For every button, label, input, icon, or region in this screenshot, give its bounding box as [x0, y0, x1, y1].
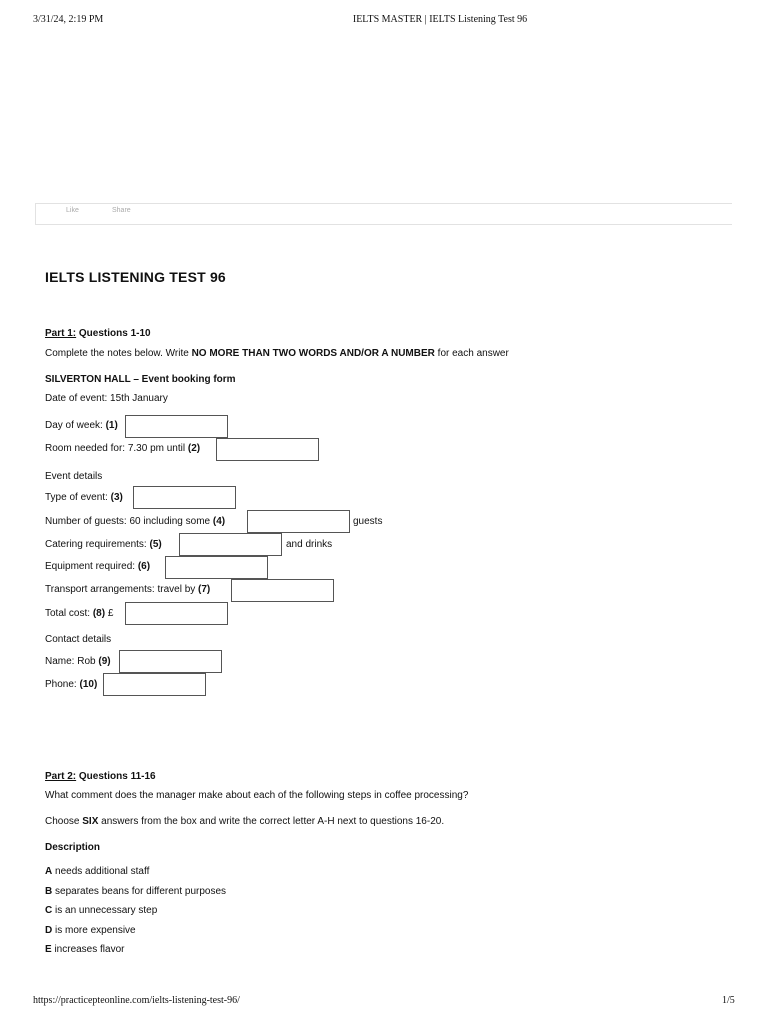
print-page-title: IELTS MASTER | IELTS Listening Test 96: [352, 14, 528, 25]
answer-input-9[interactable]: [119, 650, 222, 673]
option-letter: B: [45, 886, 53, 897]
q3-number: (3): [110, 492, 123, 503]
part1-instruction: [45, 348, 509, 360]
choose-bold: SIX: [82, 816, 99, 827]
part2-questions-label: Questions 11-16: [76, 771, 156, 782]
pound-sign: £: [105, 608, 114, 619]
q6-number: (6): [137, 561, 151, 572]
q3-label: [45, 492, 123, 504]
choose-text-end: answers from the box and write the correct letter A-H next to questions 16-20.: [98, 816, 445, 827]
q6-label: [45, 561, 150, 573]
q5-label: [45, 539, 162, 551]
q10-number: (10): [79, 679, 98, 690]
q5-number: (5): [149, 539, 162, 550]
social-share-bar: [35, 203, 732, 225]
q10-text: Phone:: [45, 679, 80, 690]
q5-text: Catering requirements:: [45, 539, 150, 550]
q5-after-text: and drinks: [286, 539, 333, 550]
answer-input-2[interactable]: [216, 438, 319, 461]
q8-number: (8): [92, 608, 106, 619]
answer-input-4[interactable]: [247, 510, 350, 533]
option-e: [45, 944, 124, 956]
q4-number: (4): [212, 516, 226, 527]
q1-label: [45, 420, 118, 432]
answer-input-1[interactable]: [125, 415, 228, 438]
answer-input-3[interactable]: [133, 486, 236, 509]
option-letter: D: [45, 925, 53, 936]
option-letter: C: [45, 905, 53, 916]
part1-questions-label: Questions 1-10: [76, 328, 151, 339]
q10-label: [45, 679, 97, 691]
print-page-number: 1/5: [722, 995, 735, 1006]
q8-text: Total cost:: [45, 608, 93, 619]
like-button[interactable]: Like: [66, 207, 79, 214]
answer-input-6[interactable]: [165, 556, 268, 579]
option-d: [45, 925, 136, 937]
q8-label: [45, 608, 113, 620]
option-b: [45, 886, 226, 898]
q1-text: Day of week:: [45, 420, 106, 431]
option-text: needs additional staff: [52, 866, 150, 877]
q3-text: Type of event:: [45, 492, 111, 503]
q2-label: [45, 443, 200, 455]
q7-label: [45, 584, 210, 596]
instruction-text: Complete the notes below. Write: [45, 348, 192, 359]
q9-text: Name: Rob: [45, 656, 99, 667]
option-letter: A: [45, 866, 53, 877]
q9-label: [45, 656, 111, 668]
date-line: Date of event: 15th January: [45, 393, 168, 404]
part2-instruction: [45, 816, 444, 828]
share-button[interactable]: Share: [112, 207, 131, 214]
part2-label: Part 2:: [45, 771, 77, 782]
print-url: https://practicepteonline.com/ielts-listening-test-96/: [33, 995, 240, 1006]
page-title: IELTS LISTENING TEST 96: [45, 269, 226, 285]
option-text: is more expensive: [52, 925, 136, 936]
q4-text: Number of guests: 60 including some: [45, 516, 213, 527]
q4-after-text: guests: [353, 516, 383, 527]
q9-number: (9): [98, 656, 111, 667]
print-header: [0, 14, 768, 28]
choose-text: Choose: [45, 816, 83, 827]
form-title: [45, 374, 236, 386]
option-text: separates beans for different purposes: [52, 886, 227, 897]
description-heading: [45, 842, 100, 854]
answer-input-7[interactable]: [231, 579, 334, 602]
q7-number: (7): [198, 584, 211, 595]
q4-label: [45, 516, 225, 528]
q7-text: Transport arrangements: travel by: [45, 584, 199, 595]
print-date: 3/31/24, 2:19 PM: [33, 14, 104, 25]
option-letter: E: [45, 944, 52, 955]
form-title-text: SILVERTON HALL – Event booking form: [45, 374, 236, 385]
q1-number: (1): [105, 420, 118, 431]
q2-number: (2): [187, 443, 201, 454]
option-c: [45, 905, 157, 917]
q2-text: Room needed for: 7.30 pm until: [45, 443, 188, 454]
instruction-text-end: for each answer: [434, 348, 509, 359]
part2-question: What comment does the manager make about each of the following steps in coffee processing?: [45, 790, 469, 801]
instruction-bold: NO MORE THAN TWO WORDS AND/OR A NUMBER: [191, 348, 435, 359]
event-details-heading: Event details: [45, 471, 103, 482]
option-text: is an unnecessary step: [52, 905, 158, 916]
answer-input-10[interactable]: [103, 673, 206, 696]
option-a: [45, 866, 149, 878]
part2-heading: [45, 771, 156, 783]
q6-text: Equipment required:: [45, 561, 138, 572]
part1-label: Part 1:: [45, 328, 77, 339]
part1-heading: [45, 328, 151, 340]
answer-input-5[interactable]: [179, 533, 282, 556]
contact-details-heading: Contact details: [45, 634, 112, 645]
answer-input-8[interactable]: [125, 602, 228, 625]
option-text: increases flavor: [51, 944, 125, 955]
description-heading-text: Description: [45, 842, 101, 853]
